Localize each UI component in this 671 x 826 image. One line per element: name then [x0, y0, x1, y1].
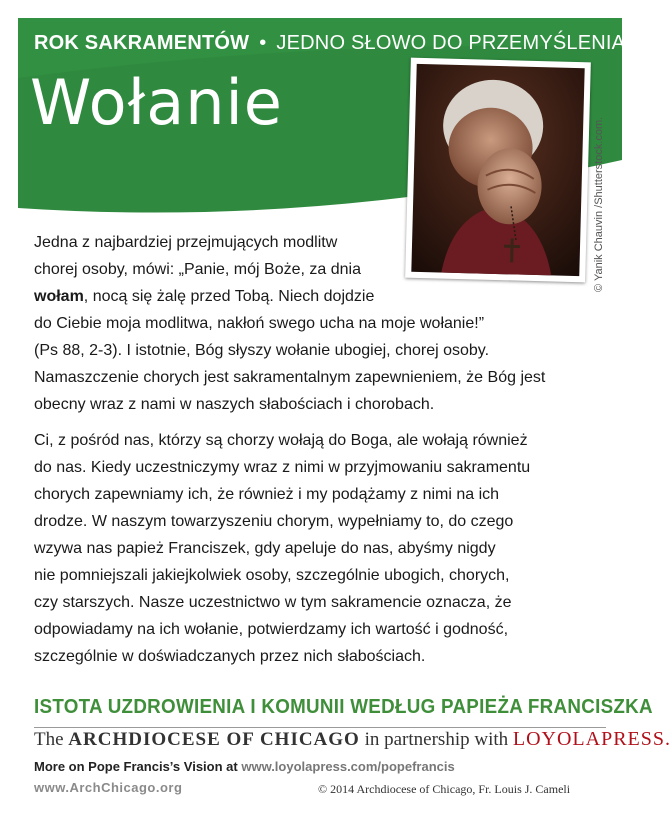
archchicago-url-link[interactable]: www.ArchChicago.org [34, 780, 183, 795]
paragraph-2 [34, 427, 594, 670]
page-title: Wołanie [30, 66, 283, 139]
p1-line-4: do Ciebie moja modlitwa, nakłoń swego ucha na moje wołanie!” [34, 315, 485, 332]
loyola-url-link[interactable]: www.loyolapress.com/popefrancis [241, 759, 455, 774]
p2-line-3: chorych zapewniamy ich, że również i my podążamy z nimi na ich [34, 486, 500, 503]
photo-credit-text: © Yanik Chauvin /Shutterstock.com. [593, 116, 605, 292]
p1-line-3-rest: , nocą się żalę przed Tobą. Niech dojdzie [83, 288, 375, 305]
p2-line-9: szczególnie w doświadczanych przez nich słabościach. [34, 648, 426, 665]
footer-heading: ISTOTA UZDROWIENIA I KOMUNII WEDŁUG PAPIEŻA FRANCISZKA [34, 696, 653, 718]
p1-line-2: chorej osoby, mówi: „Panie, mój Boże, za dnia [34, 261, 361, 278]
kicker-separator: • [259, 32, 267, 54]
p1-line-6: Namaszczenie chorych jest sakramentalnym zapewnieniem, że Bóg jest [34, 369, 546, 386]
p1-line-5: (Ps 88, 2-3). I istotnie, Bóg słyszy wołanie ubogiej, chorej osoby. [34, 342, 490, 359]
loyola-press-logo [513, 728, 671, 750]
copyright-text: © 2014 Archdiocese of Chicago, Fr. Louis J. Cameli [318, 782, 571, 796]
p2-line-2: do nas. Kiedy uczestniczymy wraz z nimi w przyjmowaniu sakramentu [34, 459, 531, 476]
more-info [34, 759, 455, 774]
p2-line-5: wzywa nas papież Franciszek, gdy apeluje do nas, abyśmy nigdy [34, 540, 496, 557]
more-label: More on Pope Francis’s Vision at [34, 759, 238, 774]
kicker-bold: ROK SAKRAMENTÓW [34, 32, 250, 54]
kicker-rest: JEDNO SŁOWO DO PRZEMYŚLENIA [276, 32, 626, 54]
archdiocese-logo: ARCHDIOCESE OF CHICAGO [68, 729, 360, 750]
p1-line-7: obecny wraz z nami w naszych słabościach i chorobach. [34, 396, 435, 413]
p1-line-3 [34, 283, 594, 310]
paragraph-1 [34, 229, 594, 418]
header-kicker [34, 32, 625, 55]
p2-line-4: drodze. W naszym towarzyszeniu chorym, wypełniamy to, do czego [34, 513, 514, 530]
p2-line-8: odpowiadamy na ich wołanie, potwierdzamy ich wartość i godność, [34, 621, 509, 638]
p2-line-6: nie pomniejszali jakiejkolwiek osoby, szczególnie ubogich, chorych, [34, 567, 510, 584]
partner-text: in partnership with [364, 729, 509, 750]
p1-line-1: Jedna z najbardziej przejmujących modlitw [34, 234, 338, 251]
p1-bold-word: wołam [34, 288, 84, 305]
p2-line-1: Ci, z pośród nas, którzy są chorzy wołają do Boga, ale wołają również [34, 432, 528, 449]
press-word: PRESS. [601, 728, 671, 750]
p2-line-7: czy starszych. Nasze uczestnictwo w tym sakramencie oznacza, że [34, 594, 512, 611]
partnership-line [34, 728, 671, 751]
loyola-word: LOYOLA [512, 728, 602, 750]
partner-the: The [34, 729, 64, 750]
